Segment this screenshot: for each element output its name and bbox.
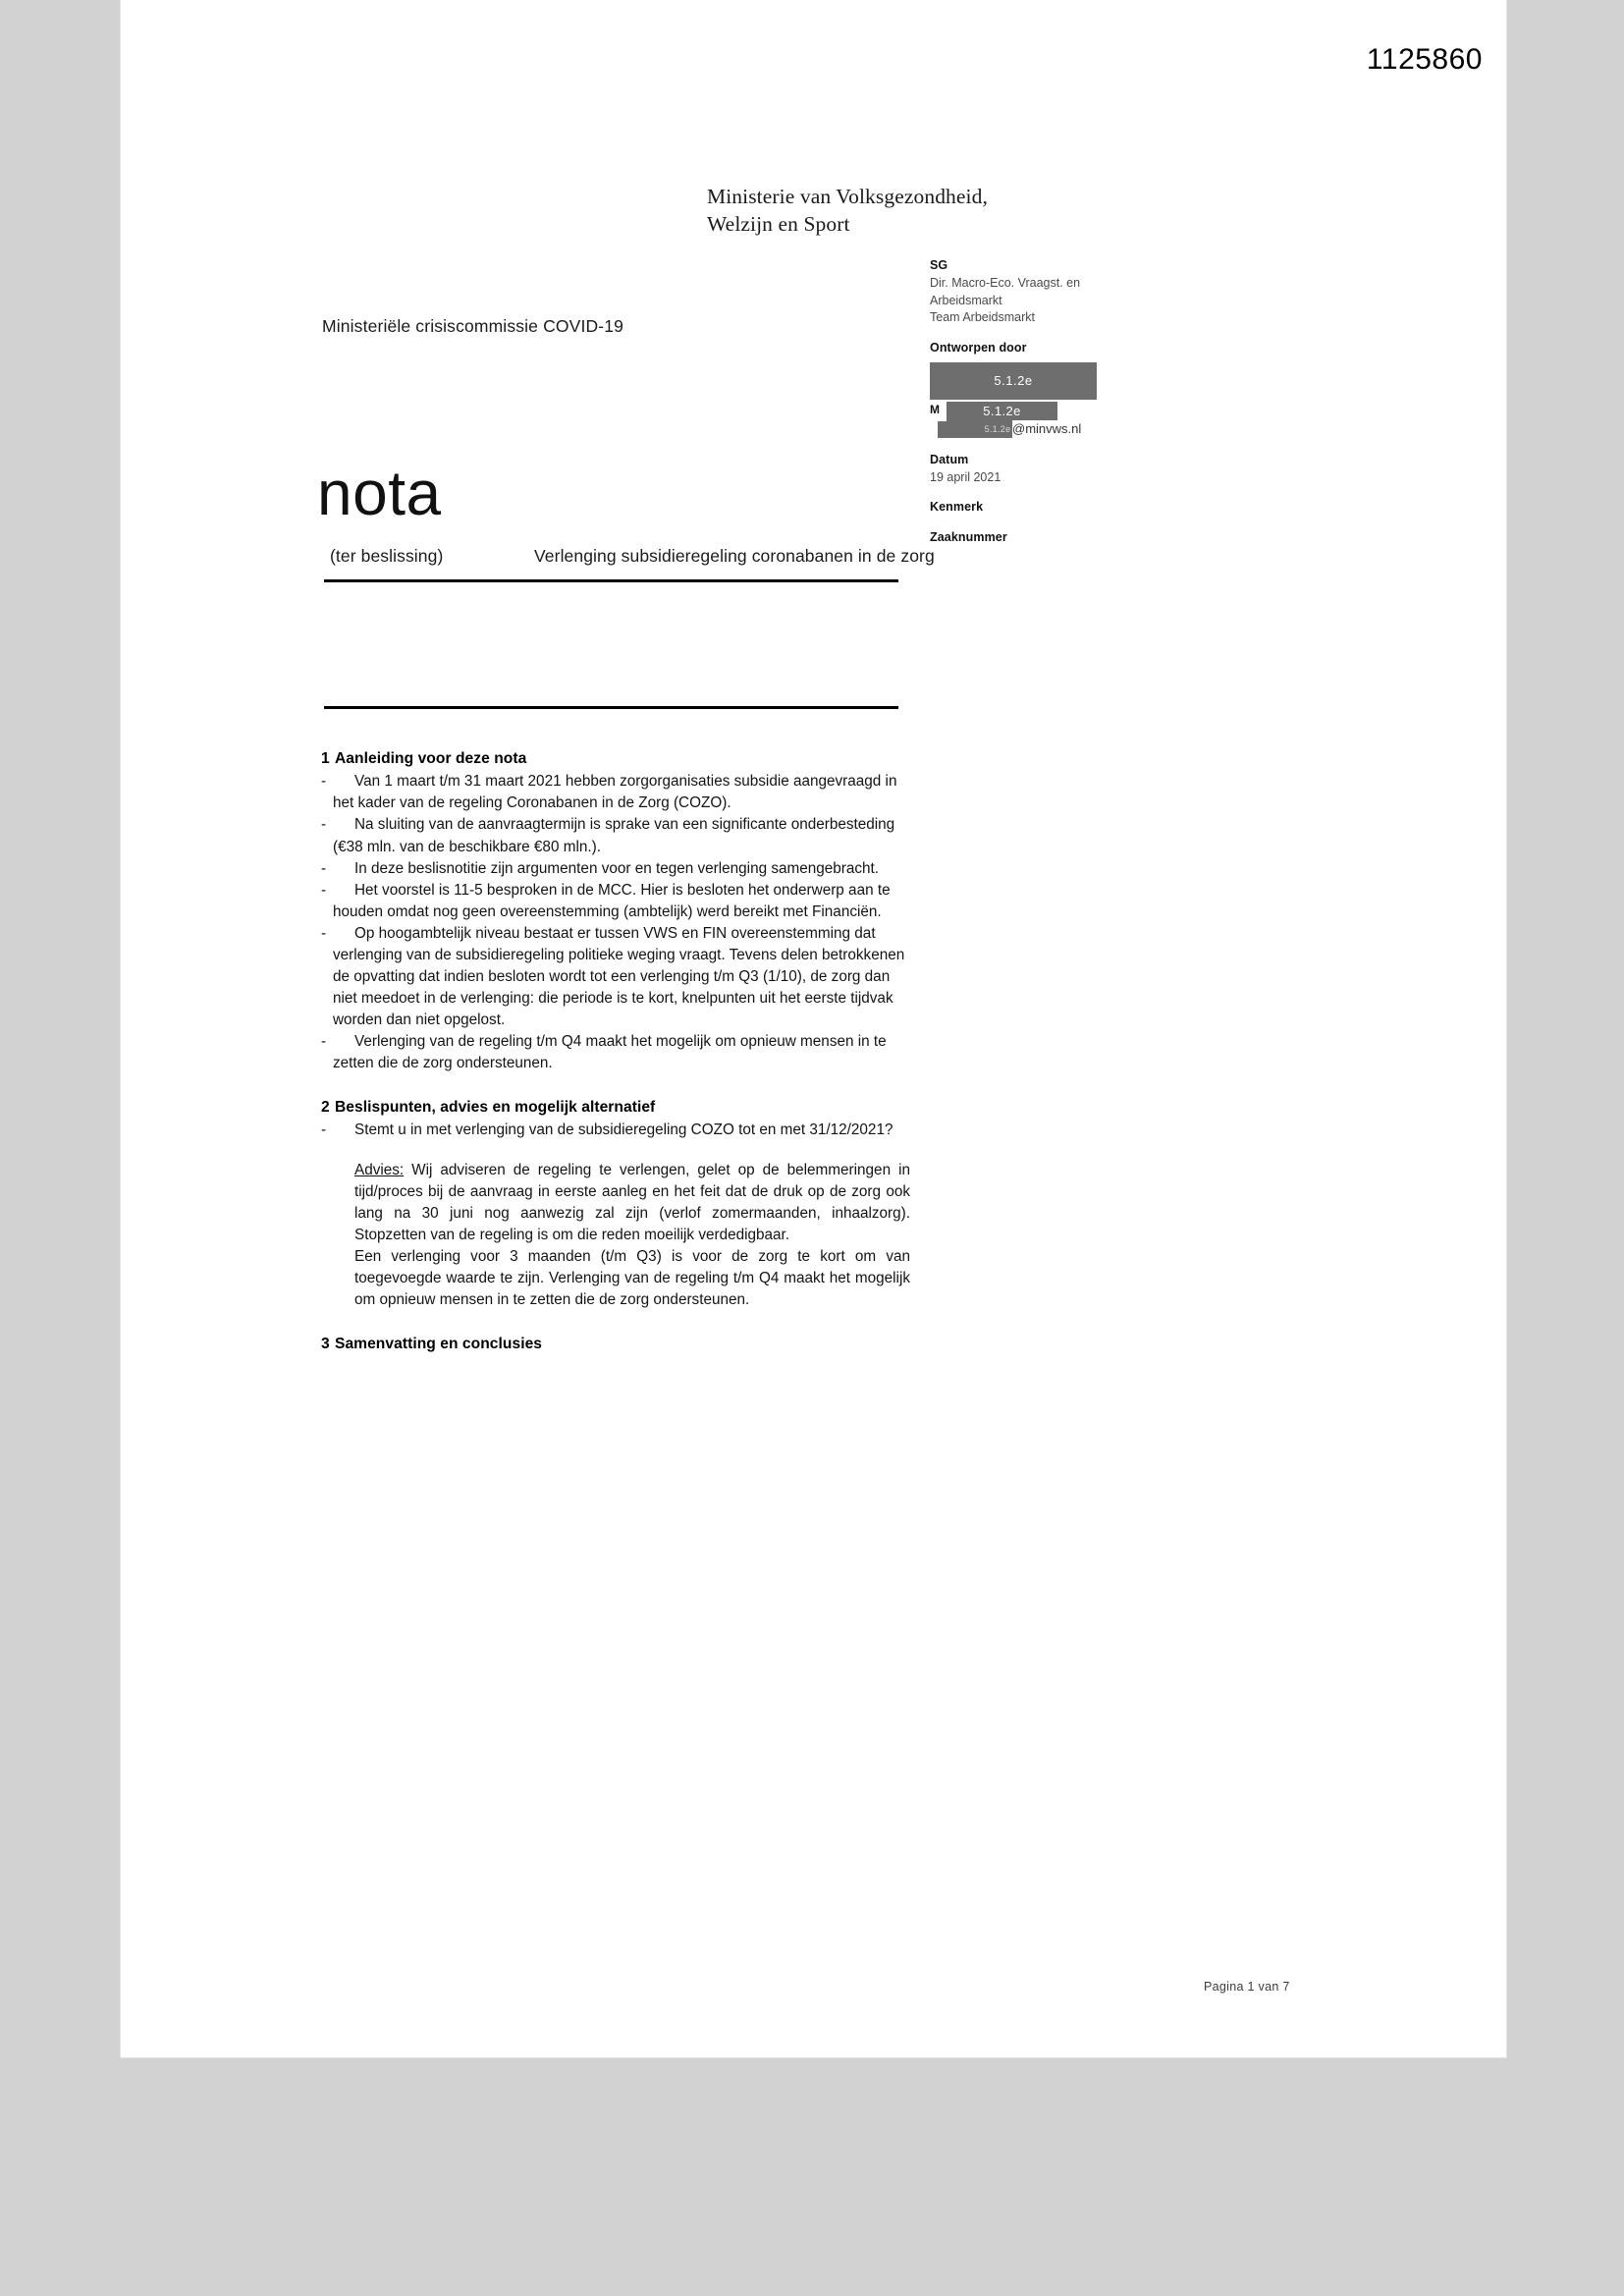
advies-label: Advies: [354, 1162, 405, 1179]
list-item [321, 858, 910, 880]
document-body [321, 748, 910, 1357]
section-1-bullet-list [321, 771, 910, 1073]
email-domain-text: @minvws.nl [1012, 420, 1082, 436]
ministry-wordmark [707, 183, 988, 239]
bullet-dash: - [321, 859, 327, 877]
addressee-line: Ministeriële crisiscommissie COVID-19 [322, 316, 623, 336]
bullet-dash: - [321, 924, 327, 942]
advies-block [354, 1160, 910, 1311]
datum-value: 19 april 2021 [930, 469, 1001, 484]
metadata-author-group [930, 340, 1175, 439]
list-item-text: In deze beslisnotitie zijn argumenten voor en tegen verlenging samengebracht. [354, 859, 880, 877]
section-3-number: 3 [321, 1336, 330, 1353]
list-item [321, 923, 910, 1031]
bullet-dash: - [321, 881, 327, 899]
section-3-title: Samenvatting en conclusies [335, 1336, 543, 1353]
redaction-box-author-name [930, 362, 1097, 400]
decision-type-label: (ter beslissing) [330, 546, 444, 566]
list-item-text: Stemt u in met verlenging van de subsidieregeling COZO tot en met 31/12/2021? [354, 1121, 893, 1139]
team-name: Team Arbeidsmarkt [930, 310, 1035, 325]
section-2-number: 2 [321, 1098, 330, 1116]
list-item-text: Op hoogambtelijk niveau bestaat er tussen VWS en FIN overeenstemming dat verlenging van de subsidieregeling politieke weging vraagt. Tevens delen betrokkenen de opvatting dat indien besloten wordt tot een verlenging t/m Q3 (1/10), de zorg dan niet meedoet in de verlenging: die periode is te kort, knelpunten uit het eerste tijdvak worden dan niet opgelost. [333, 924, 905, 1028]
zaaknummer-label: Zaaknummer [930, 530, 1007, 544]
document-page [121, 0, 1506, 2057]
list-item [321, 880, 910, 923]
section-spacer [321, 1074, 910, 1097]
ontworpen-door-label: Ontworpen door [930, 341, 1027, 355]
section-1-heading [321, 748, 910, 770]
bullet-dash: - [321, 773, 327, 791]
redaction-contact-row [930, 402, 1097, 439]
metadata-column [930, 257, 1175, 547]
directorate-line-1: Dir. Macro-Eco. Vraagst. en [930, 275, 1081, 290]
document-subject: Verlenging subsidieregeling coronabanen in de zorg [534, 546, 935, 566]
redaction-box-email-user: 5.1.2e [938, 421, 1057, 438]
list-item [321, 1031, 910, 1074]
list-item [321, 1120, 910, 1141]
redaction-box-phone: 5.1.2e [947, 402, 1057, 421]
directorate-line-2: Arbeidsmarkt [930, 293, 1002, 307]
list-item-text: Van 1 maart t/m 31 maart 2021 hebben zorgorganisaties subsidie aangevraagd in het kader van de regeling Coronabanen in de Zorg (COZO). [333, 773, 897, 812]
section-2-title: Beslispunten, advies en mogelijk alternatief [335, 1098, 656, 1116]
advies-text-1: Wij adviseren de regeling te verlengen, gelet op de belemmeringen in tijd/proces bij de aanvraag in eerste aanleg en het feit dat de druk op de zorg ook lang na 30 juni nog aanwezig zal zijn (verlof zomermaanden, inhaalzorg). Stopzetten van de regeling is om die reden moeilijk verdedigbaar. [354, 1162, 910, 1244]
list-item-text: Het voorstel is 11-5 besproken in de MCC. Hier is besloten het onderwerp aan te houden omdat nog geen overeenstemming (ambtelijk) werd bereikt met Financiën. [333, 881, 891, 920]
section-1-number: 1 [321, 750, 330, 767]
section-1-title: Aanleiding voor deze nota [335, 750, 527, 767]
list-item-text: Verlenging van de regeling t/m Q4 maakt het mogelijk om opnieuw mensen in te zetten die de zorg ondersteunen. [333, 1032, 887, 1071]
redaction-code-author: 5.1.2e [994, 372, 1033, 388]
document-id-number: 1125860 [1366, 43, 1483, 76]
advies-paragraph-2: Een verlenging voor 3 maanden (t/m Q3) is voor de zorg te kort om van toegevoegde waarde te zijn. Verlenging van de regeling t/m Q4 maakt het mogelijk om opnieuw mensen in te zetten die de zorg ondersteunen. [354, 1248, 910, 1309]
list-item-text: Na sluiting van de aanvraagtermijn is sprake van een significante onderbesteding (€38 mln. van de beschikbare €80 mln.). [333, 816, 895, 855]
metadata-zaaknummer-group [930, 529, 1175, 547]
metadata-kenmerk-group [930, 499, 1175, 517]
page-title: nota [317, 458, 442, 528]
bullet-dash: - [321, 1121, 327, 1139]
section-spacer [321, 1311, 910, 1334]
mobile-prefix-label: M [930, 402, 942, 418]
metadata-date-group [930, 452, 1175, 487]
bullet-dash: - [321, 1032, 327, 1050]
advies-paragraph-1 [354, 1160, 910, 1246]
list-item [321, 771, 910, 814]
metadata-org-group [930, 257, 1175, 327]
kenmerk-label: Kenmerk [930, 500, 984, 515]
subtitle-row [330, 546, 1292, 567]
section-3-heading [321, 1334, 910, 1355]
divider-top [324, 579, 898, 582]
datum-label: Datum [930, 452, 969, 466]
page-footer: Pagina 1 van 7 [1204, 1980, 1290, 1994]
section-2-bullet-list [321, 1120, 910, 1141]
section-2-heading [321, 1097, 910, 1119]
divider-bottom [324, 706, 898, 709]
bullet-dash: - [321, 816, 327, 834]
list-item [321, 814, 910, 857]
ministry-line-1: Ministerie van Volksgezondheid, [707, 185, 988, 208]
org-unit-label: SG [930, 258, 948, 272]
ministry-line-2: Welzijn en Sport [707, 212, 850, 237]
